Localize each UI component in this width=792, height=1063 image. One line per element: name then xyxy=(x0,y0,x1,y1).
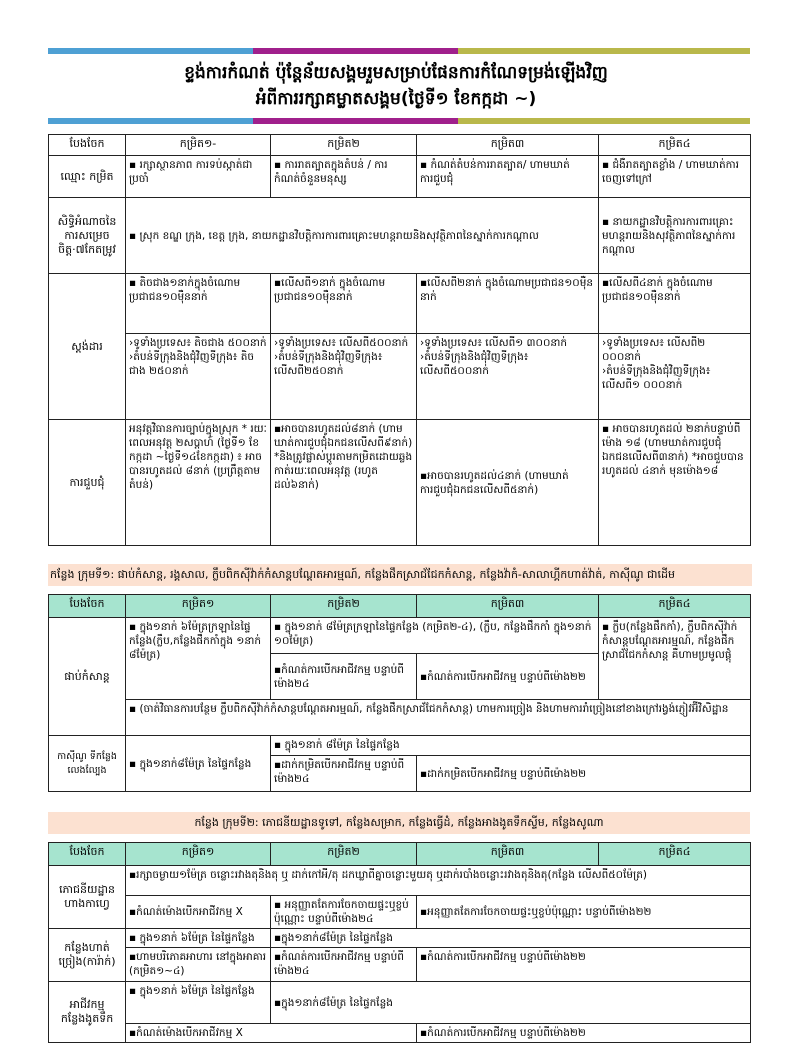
page-title-line2: អំពីការរក្សាគម្លាតសង្គម(ថ្ងៃទី១ ខែកក្កដា ~) xyxy=(255,89,537,109)
table-cell: ▪ អនុញ្ញាតតែការចែកចាយផ្ទះឬខ្ចប់ប៉ុណ្ណោះ បន្ទាប់ពីម៉ោង២៤ xyxy=(271,896,417,929)
table-cell: ▪ ក្នុង១នាក់ ៦ម៉ែត្រក្រឡានៃផ្ទៃកន្លែង(ក្លឹប,កន្លែងផឹកកាំក្នុង ១នាក់ ៨ម៉ែត្រ) xyxy=(126,618,271,700)
top-bar-olive xyxy=(458,48,750,54)
table-cell: ▪អនុញ្ញាតតែការចែកចាយផ្ទះឬខ្ចប់ប៉ុណ្ណោះ បន្ទាប់ពីម៉ោង២២ xyxy=(417,896,751,929)
table-cell: ▪អាចបានរហូតដល់៤នាក់ (ហាមឃាត់ការជួបជុំឯកជនលើសពី៥នាក់) xyxy=(417,420,599,546)
table-cell: ›ទូទាំងប្រទេស៖ តិចជាង ៥០០នាក់ ›តំបន់ទីក្រុងនិងជុំវិញទីក្រុង៖ តិចជាង ២៥០នាក់ xyxy=(126,334,271,420)
header-cell: កម្រិត២ xyxy=(271,135,417,156)
table-cell: ▪ដាក់កម្រិតបើកអាជីវកម្ម បន្ទាប់ពីម៉ោង២២ xyxy=(417,756,751,792)
header-cell: កម្រិត២ xyxy=(271,843,417,866)
header-cell: កម្រិត១ xyxy=(126,595,271,618)
page-title-line1: ខ្ទង់ការកំណត់ ប៉ុន្តែន័យសង្គមរួមសម្រាប់ផែនការកំណែទម្រង់ឡើងវិញ xyxy=(184,63,608,83)
top-bar-purple xyxy=(253,48,458,54)
table-row xyxy=(49,198,751,274)
row-label: កន្លែងហាត់ច្រៀង(ការ៉ាក់) xyxy=(49,929,126,982)
table-cell: ▪កំណត់ម៉ោងបើកអាជីវកម្ម X xyxy=(126,1024,417,1043)
header-cell: បែងចែក xyxy=(49,135,126,156)
header-cell: កម្រិត១- xyxy=(126,135,271,156)
table-cell: ▪លើសពី៤នាក់ ក្នុងចំណោមប្រជាជន១០ម៉ឺននាក់ xyxy=(599,274,751,334)
table-cell: ›ទូទាំងប្រទេស៖ លើសពី១ ៣០០នាក់ ›តំបន់ទីក្រុងនិងជុំវិញទីក្រុង៖ លើសពី៥០០នាក់ xyxy=(417,334,599,420)
table-header-row xyxy=(49,135,751,156)
table-row xyxy=(49,929,751,948)
table-cell: ▪អាចបានរហូតដល់៨នាក់ (ហាមឃាត់ការជួបជុំឯកជនលើសពី៩នាក់) *និងត្រូវផ្លាស់ប្តូរតាមកម្រិតដោយឆ្លងកាត់រយៈពេលអនុវត្ត (រហូតដល់៦នាក់) xyxy=(271,420,417,546)
table-row xyxy=(49,334,751,420)
row-label: ភោជនីយដ្ឋាន ហាងកាហ្វេ xyxy=(49,866,126,929)
table-cell: ▪ កំណត់តំបន់ការរាតត្បាត/ ហាមឃាត់ការជួបជុំ xyxy=(417,156,599,198)
row-label: ឈ្មោះ កម្រិត xyxy=(49,156,126,198)
table-cell: ▪ដាក់កម្រិតបើកអាជីវកម្ម បន្ទាប់ពីម៉ោង២៤ xyxy=(271,756,417,792)
row-label: សិទ្ធិអំណាចនៃការសម្រេចចិត្ត·៧កែតម្រូវ xyxy=(49,198,126,274)
table-cell: ▪ហាមបរិភោគអាហារ នៅក្នុងអាគារ (កម្រិត១~៤) xyxy=(126,948,271,982)
header-cell: កម្រិត៤ xyxy=(599,843,751,866)
table-cell: ▪លើសពី១នាក់ ក្នុងចំណោមប្រជាជន១០ម៉ឺននាក់ xyxy=(271,274,417,334)
table-row xyxy=(49,736,751,756)
table-row xyxy=(49,896,751,929)
header-cell: កម្រិត៣ xyxy=(417,843,599,866)
table-cell: ▪លើសពី២នាក់ ក្នុងចំណោមប្រជាជន១០ម៉ឺននាក់ xyxy=(417,274,599,334)
table-row xyxy=(49,866,751,896)
table-cell: ▪ ក្នុង១នាក់ ៨ម៉ែត្រ នៃផ្ទៃកន្លែង xyxy=(271,736,751,756)
header-cell: កម្រិត៤ xyxy=(599,595,751,618)
table-row xyxy=(49,700,751,736)
table-cell: ▪រក្សាចម្ងាយ១ម៉ែត្រ ចន្លោះរវាងតុនិងតុ ឬ ដាក់កៅអី/តុ ដកឃ្លាពីគ្នាចន្លោះមួយតុ ឬដាក់របាំងចន្លោះរវាងតុនិងតុ(កន្លែង លើសពី៥០ម៉ែត្រ) xyxy=(126,866,751,896)
table-row xyxy=(49,156,751,198)
table-cell: ›ទូទាំងប្រទេស៖ លើសពី២ ០០០នាក់ ›តំបន់ទីក្រុងនិងជុំវិញទីក្រុង៖ លើសពី១ ០០០នាក់ xyxy=(599,334,751,420)
table-header-row xyxy=(49,595,751,618)
row-label: អាជីវកម្ម កន្លែងងូតទឹក xyxy=(49,982,126,1043)
table-row xyxy=(49,948,751,982)
header-cell: បែងចែក xyxy=(49,595,126,618)
table-cell: ▪ ក្នុង១នាក់ ៦ម៉ែត្រ នៃផ្ទៃកន្លែង xyxy=(126,929,271,948)
header-cell: កម្រិត១ xyxy=(126,843,271,866)
table-row xyxy=(49,274,751,334)
table-cell: ▪ ជំងឺរាតត្បាតខ្លាំង / ហាមឃាត់ការចេញទៅក្រៅ xyxy=(599,156,751,198)
table-row xyxy=(49,982,751,1024)
table-header-row xyxy=(49,843,751,866)
row-label: ស្តង់ដារ xyxy=(49,274,126,420)
row-label: កាស៊ីណូ ទីកន្លែងលេងល្បែង xyxy=(49,736,126,792)
table-cell: ▪ (ចាត់វិធានការបន្ថែម ក្លឹបពិកស៊ីវ៉ាក់កំសាន្តបណ្តែតអារម្មណ៍, កន្លែងផឹកស្រាជ័ជែកកំសាន្ត) ហាមការច្រៀង និងហាមការរាំច្រៀងនៅខាងក្រៅរង្វង់ភ្ញៀវអ៊ីវិសិដ្ឋាន xyxy=(126,700,751,736)
table-cell: ▪ ក្លឹប(កន្លែងផឹកកាំ), ក្លឹបពិកស៊ីវ៉ាក់កំសាន្តបណ្តែតអារម្មណ៍, កន្លែងផឹកស្រាជ័ជែកកំសាន្ត គឺហាមប្រមូលផ្តុំ xyxy=(599,618,751,700)
header-cell: កម្រិត៣ xyxy=(417,135,599,156)
bottom-bar-blue xyxy=(48,118,253,124)
row-label: ផាប់កំសាន្ត xyxy=(49,618,126,736)
table-cell: ▪ នាយកដ្ឋានវិបត្តិការការពារគ្រោះមហន្តរាយនិងសុវត្ថិភាពនៃស្នាក់ការកណ្តាល xyxy=(599,198,751,274)
table-cell: ▪ ក្នុង១នាក់៨ម៉ែត្រ នៃផ្ទៃកន្លែង xyxy=(126,736,271,792)
table-cell: ▪កំណត់ការបើកអាជីវកម្ម បន្ទាប់ពីម៉ោង២២ xyxy=(417,1024,751,1043)
bottom-bar-purple xyxy=(253,118,458,124)
table-cell: ▪ ក្នុង១នាក់ ៦ម៉ែត្រ នៃផ្ទៃកន្លែង xyxy=(126,982,271,1024)
table-cell: អនុវត្តវិធានការច្បាប់ក្នុងស្រុក * រយៈពេលអនុវត្ត ២សប្តាហ៍ (ថ្ងៃទី១ ខែកក្កដា ~ថ្ងៃទី១៤ខែកក្កដា) ៖ អាចបានរហូតដល់ ៨នាក់ (ប្រព្រឹត្តតាមតំបន់) xyxy=(126,420,271,546)
row-label: ការជួបជុំ xyxy=(49,420,126,546)
table-cell: ▪ ការរាតត្បាតក្នុងតំបន់ / ការកំណត់ចំនួនមនុស្ស xyxy=(271,156,417,198)
table-cell: ▪ ក្នុង១នាក់ ៨ម៉ែត្រក្រឡានៃផ្ទៃកន្លែង (កម្រិត២-៤), (ក្លឹប, កន្លែងផឹកកាំ ក្នុង១នាក់ ១០ម៉ែត្រ) xyxy=(271,618,599,654)
table-cell: ▪ តិចជាង១នាក់ក្នុងចំណោមប្រជាជន១០ម៉ឺននាក់ xyxy=(126,274,271,334)
header-cell: បែងចែក xyxy=(49,843,126,866)
table-cell: ▪ អាចបានរហូតដល់ ២នាក់បន្ទាប់ពីម៉ោង ១៨ (ហាមឃាត់ការជួបជុំឯកជនលើសពី៣នាក់) *អាចជួបបាន រហូតដល់ ៤នាក់ មុនម៉ោង១៨ xyxy=(599,420,751,546)
header-cell: កម្រិត៣ xyxy=(417,595,599,618)
table-cell: ▪ រក្សាស្ថានភាព ការទប់ស្កាត់ជាប្រចាំ xyxy=(126,156,271,198)
table-cell: ▪កំណត់ការបើកអាជីវកម្ម បន្ទាប់ពីម៉ោង២២ xyxy=(417,948,751,982)
group1-table xyxy=(48,594,751,792)
top-bar-blue xyxy=(48,48,253,54)
header-cell: កម្រិត២ xyxy=(271,595,417,618)
zone-group2-banner: កន្លែង ក្រុមទី២: ភោជនីយដ្ឋានទូទៅ, កន្លែងសម្រាក, កន្លែងធ្វើដំ, កន្លែងអាងងូតទឹកស្ទីម, កន្លែងសូណា xyxy=(48,812,750,834)
group2-table xyxy=(48,842,751,1043)
bottom-bar-olive xyxy=(458,118,750,124)
table-cell: ▪កំណត់ការបើកអាជីវកម្ម បន្ទាប់ពីម៉ោង២៤ xyxy=(271,948,417,982)
table-cell: ›ទូទាំងប្រទេស៖ លើសពី៥០០នាក់ ›តំបន់ទីក្រុងនិងជុំវិញទីក្រុង៖ លើសពី២៥០នាក់ xyxy=(271,334,417,420)
header-cell: កម្រិត៤ xyxy=(599,135,751,156)
table-row xyxy=(49,420,751,546)
table-cell: ▪កំណត់ការបើកអាជីវកម្ម បន្ទាប់ពីម៉ោង២២ xyxy=(417,654,599,700)
table-cell: ▪ ស្រុក ខណ្ឌ ក្រុង, ខេត្ត ក្រុង, នាយកដ្ឋានវិបត្តិការការពារគ្រោះមហន្តរាយនិងសុវត្ថិភាពនៃស្នាក់ការកណ្តាល xyxy=(126,198,599,274)
table-row xyxy=(49,618,751,654)
table-cell: ▪កំណត់ម៉ោងបើកអាជីវកម្ម X xyxy=(126,896,271,929)
table-cell: ▪ក្នុង១នាក់៨ម៉ែត្រ នៃផ្ទៃកន្លែង xyxy=(271,929,751,948)
stage-overview-table xyxy=(48,134,751,546)
table-row xyxy=(49,1024,751,1043)
table-cell: ▪កំណត់ការបើកអាជីវកម្ម បន្ទាប់ពីម៉ោង២៤ xyxy=(271,654,417,700)
zone-group1-banner: កន្លែង ក្រុមទី១: ផាប់កំសាន្ត, រង្គសាល, ក្លឹបពិកស៊ីវ៉ាក់កំសាន្តបណ្តែតអារម្មណ៍, កន្លែងផឹកស្រាជ័ជែកកំសាន្ត, កន្លែងវ៉ាកំ-សាលាហ្គីកហាត់វ៉ាត់, កាស៊ីណូ ជាដើម xyxy=(48,564,752,586)
table-cell: ▪ក្នុង១នាក់៨ម៉ែត្រ នៃផ្ទៃកន្លែង xyxy=(271,982,751,1024)
